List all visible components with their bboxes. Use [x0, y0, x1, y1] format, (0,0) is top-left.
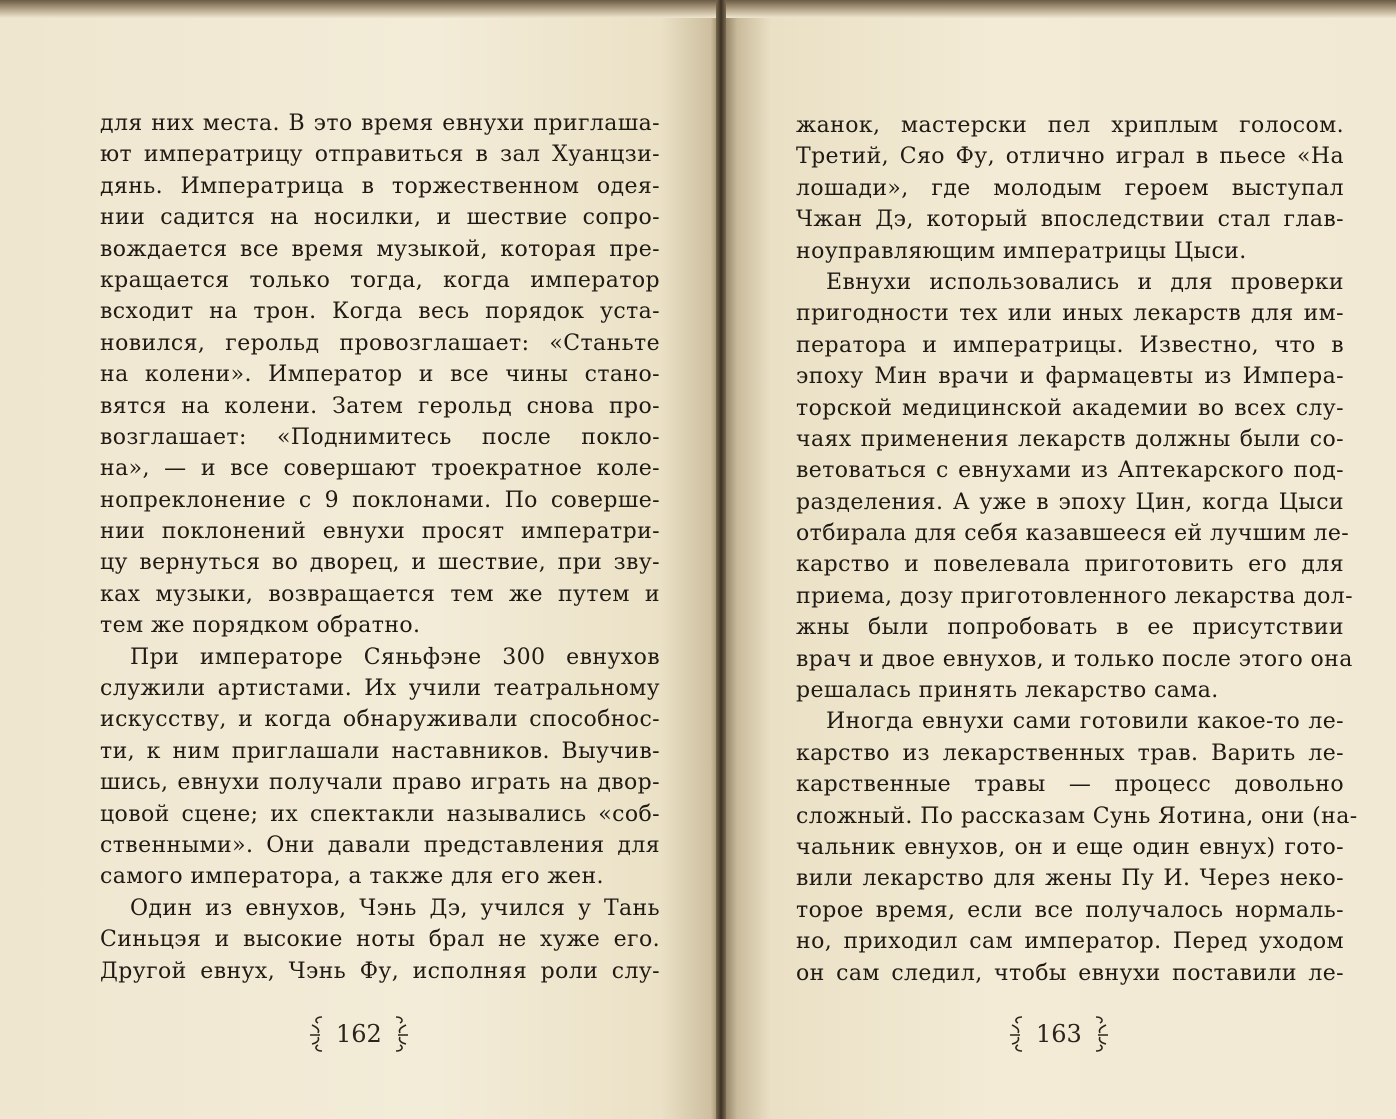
- left-line-20: искусству, и когда обнаруживали способнос-: [100, 707, 660, 733]
- right-line-4: Чжан Дэ, который впоследствии стал глав-: [796, 207, 1344, 233]
- left-line-26: Один из евнухов, Чэнь Дэ, учился у Тань: [130, 895, 660, 921]
- left-line-22: шись, евнухи получали право играть на двор-: [100, 770, 660, 796]
- right-line-6: Евнухи использовались и для проверки: [826, 269, 1344, 295]
- left-line-4: нии садится на носилки, и шествие сопро-: [100, 205, 660, 231]
- right-line-25: вили лекарство для жены Пу И. Через неко-: [796, 866, 1344, 892]
- right-line-15: карство и повелевала приготовить его для: [796, 552, 1344, 578]
- left-line-6: кращается только тогда, когда император: [100, 267, 660, 293]
- left-line-13: нопреклонение с 9 поклонами. По соверше-: [100, 487, 660, 513]
- left-line-17: тем же порядком обратно.: [100, 613, 421, 639]
- right-page-text: [796, 110, 1358, 989]
- right-line-1: жанок, мастерски пел хриплым голосом.: [796, 113, 1344, 138]
- right-line-18: врач и двое евнухов, и только после этого она: [796, 646, 1353, 672]
- left-line-23: цовой сцене; их спектакли назывались «соб-: [100, 801, 660, 827]
- left-line-19: служили артистами. Их учили театральному: [100, 676, 660, 702]
- left-page-number: [306, 1011, 412, 1057]
- left-line-10: вятся на колени. Затем герольд снова про-: [100, 393, 660, 419]
- right-line-3: лошади», где молодым героем выступал: [796, 175, 1344, 201]
- left-line-1: для них места. В это время евнухи приглаша-: [100, 111, 660, 136]
- left-line-14: нии поклонений евнухи просят императри-: [100, 519, 660, 545]
- page-number-162: 162: [336, 1020, 382, 1048]
- ornament-right-icon: [390, 1011, 412, 1057]
- right-line-22: карственные травы — процесс довольно: [796, 772, 1344, 798]
- right-line-20: Иногда евнухи сами готовили какое-то ле-: [826, 709, 1344, 735]
- left-line-24: ственными». Они давали представления для: [100, 832, 660, 858]
- right-line-14: отбирала для себя казавшееся ей лучшим ле-: [796, 521, 1350, 547]
- right-line-23: сложный. По рассказам Сунь Яотина, они (на-: [796, 803, 1358, 829]
- right-line-10: торской медицинской академии во всех слу-: [796, 395, 1344, 421]
- left-line-5: вождается все время музыкой, которая пре-: [100, 236, 660, 262]
- right-page-number: [1006, 1011, 1112, 1057]
- ornament-right-icon: [1090, 1011, 1112, 1057]
- left-line-21: ти, к ним приглашали наставников. Выучив-: [100, 738, 660, 764]
- right-line-7: пригодности тех или иных лекарств для им-: [796, 301, 1344, 327]
- page-number-163: 163: [1036, 1020, 1082, 1048]
- left-line-3: дянь. Императрица в торжественном одея-: [100, 173, 660, 199]
- right-line-16: приема, дозу приготовленного лекарства дол-: [796, 583, 1354, 609]
- left-line-11: возглашает: «Поднимитесь после покло-: [100, 424, 660, 450]
- right-line-17: жны были попробовать в ее присутствии: [796, 615, 1344, 641]
- right-line-9: эпоху Мин врачи и фармацевты из Импера-: [796, 364, 1344, 390]
- left-line-25: самого императора, а также для его жен.: [100, 864, 604, 890]
- ornament-left-icon: [1006, 1011, 1028, 1057]
- left-line-12: на», — и все совершают троекратное коле-: [100, 456, 660, 482]
- right-line-2: Третий, Сяо Фу, отлично играл в пьесе «На: [796, 144, 1344, 170]
- right-line-21: карство из лекарственных трав. Варить ле-: [796, 740, 1344, 766]
- right-line-5: ноуправляющим императрицы Цыси.: [796, 238, 1247, 264]
- right-line-27: но, приходил сам император. Перед уходом: [796, 929, 1344, 955]
- left-line-16: ках музыки, возвращается тем же путем и: [100, 581, 660, 607]
- left-page: [0, 18, 718, 1119]
- left-line-8: новился, герольд провозглашает: «Станьте: [100, 330, 660, 356]
- left-page-text: [100, 108, 660, 987]
- right-page: [724, 18, 1396, 1119]
- right-line-26: торое время, если все получалось нормаль-: [796, 897, 1344, 923]
- right-line-28: он сам следил, чтобы евнухи поставили ле-: [796, 960, 1344, 986]
- left-line-15: цу вернуться во дворец, и шествие, при зву-: [100, 550, 660, 576]
- right-line-13: разделения. А уже в эпоху Цин, когда Цыси: [796, 489, 1344, 515]
- right-line-12: ветоваться с евнухами из Аптекарского под-: [796, 458, 1344, 484]
- left-line-9: на колени». Император и все чины стано-: [100, 362, 660, 388]
- ornament-left-icon: [306, 1011, 328, 1057]
- right-line-24: чальник евнухов, он и еще один евнух) гото-: [796, 834, 1344, 860]
- left-line-28: Другой евнух, Чэнь Фу, исполняя роли слу-: [100, 958, 660, 984]
- right-line-11: чаях применения лекарств должны были со-: [796, 426, 1344, 452]
- left-line-18: При императоре Сяньфэне 300 евнухов: [130, 644, 660, 670]
- book-gutter: [716, 0, 726, 1119]
- right-line-19: решалась принять лекарство сама.: [796, 678, 1219, 704]
- left-line-7: всходит на трон. Когда весь порядок уста-: [100, 299, 660, 325]
- left-line-27: Синьцэя и высокие ноты брал не хуже его.: [100, 927, 660, 953]
- left-line-2: ют императрицу отправиться в зал Хуанцзи-: [100, 142, 660, 168]
- right-line-8: ператора и императрицы. Известно, что в: [796, 332, 1344, 358]
